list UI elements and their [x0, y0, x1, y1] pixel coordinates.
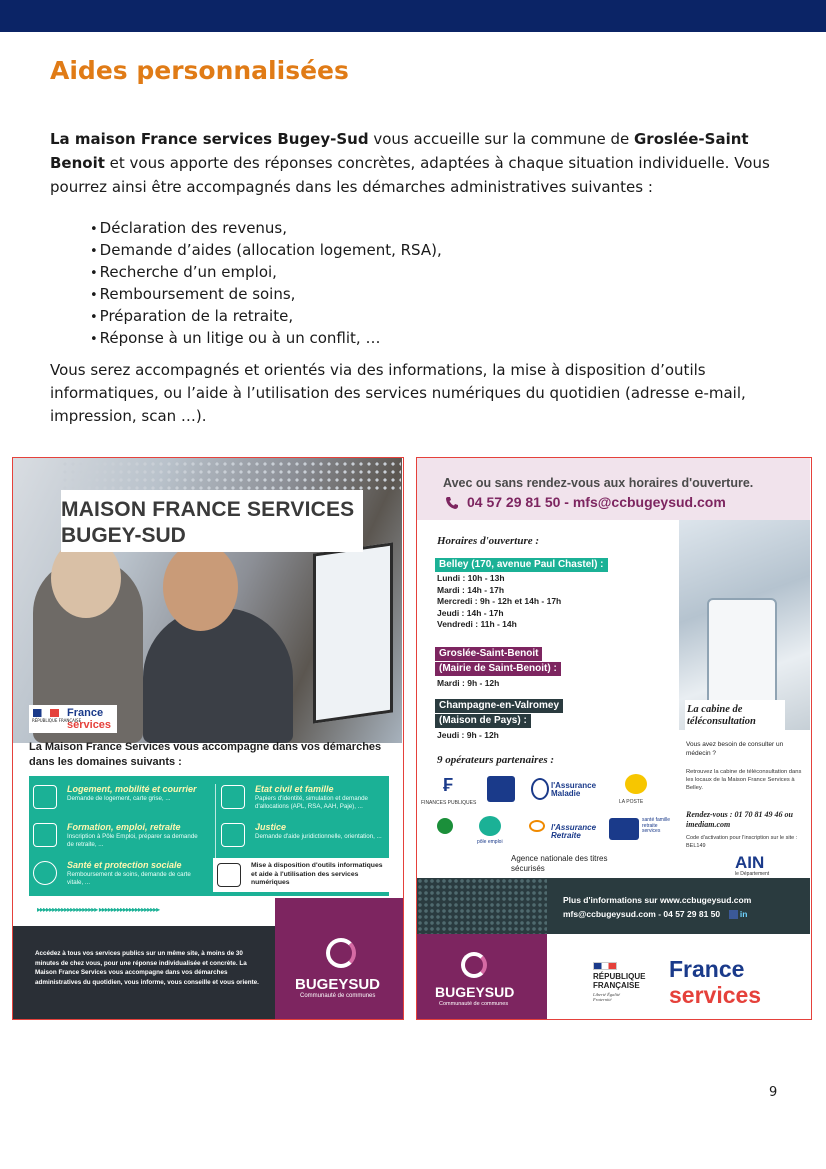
hours-line: Jeudi : 9h - 12h: [437, 730, 499, 740]
hours-groslee: [437, 678, 499, 690]
bugeysud-sub: Communauté de communes: [439, 1001, 509, 1007]
bugeysud-name: BUGEYSUD: [295, 976, 381, 993]
bugeysud-sub: Communauté de communes: [300, 993, 376, 999]
service-title: Logement, mobilité et courrier: [67, 784, 197, 794]
flyer-headline: La Maison France Services vous accompagne dans vos démarches dans les domaines suivants :: [29, 741, 382, 768]
service-formation: [29, 822, 204, 856]
flyer-horaires: [416, 457, 812, 1020]
location-champagne: Champagne-en-Valromey: [435, 699, 563, 713]
arrow-pattern: ▸▸▸▸▸▸▸▸▸▸▸▸▸▸▸▸▸▸▸▸ ▸▸▸▸▸▸▸▸▸▸▸▸▸▸▸▸▸▸▸▸: [37, 905, 160, 914]
laptop-icon: [217, 863, 241, 887]
bugeysud-logo-icon: [461, 952, 487, 978]
hours-line: Mercredi : 9h - 12h et 14h - 17h: [437, 596, 562, 606]
msa-logo-icon: [609, 818, 639, 840]
hours-belley: [437, 573, 561, 631]
flyer-maison-france-services: [12, 457, 404, 1020]
service-title: Mise à disposition d'outils informatiques et aide à l'utilisation des services numériques: [251, 862, 383, 886]
bugeysud-name: BUGEYSUD: [435, 984, 515, 1000]
service-title: Etat civil et famille: [255, 784, 334, 794]
hours-line: Mardi : 9h - 12h: [437, 678, 500, 688]
badge-rf: RÉPUBLIQUE FRANÇAISE: [32, 718, 82, 723]
top-banner: [0, 0, 826, 32]
partner-finances: FINANCES PUBLIQUES: [421, 800, 477, 806]
partner-msa: santé famille retraite services: [642, 817, 671, 834]
france-services-logo-services: services: [669, 982, 762, 1008]
info-website: Plus d'informations sur www.ccbugeysud.com: [563, 895, 752, 905]
french-flag-icon: [33, 709, 59, 717]
dot-pattern: [417, 878, 547, 934]
partner-assurance: l'Assurance Maladie: [551, 781, 597, 798]
wifi-house-icon: [33, 785, 57, 809]
phone-icon: [445, 496, 459, 510]
intro-paragraph: [50, 127, 780, 199]
partners-title: 9 opérateurs partenaires :: [437, 754, 555, 766]
assurance-retraite-icon: [529, 820, 545, 832]
info-contact: mfs@ccbugeysud.com - 04 57 29 81 50: [563, 909, 721, 919]
page-number: 9: [769, 1085, 778, 1100]
ain-sub: le Département: [735, 871, 770, 877]
location-groslee: Groslée-Saint-Benoit: [435, 647, 542, 661]
service-desc: Papiers d'identité, simulation et demande d'allocations (APL, RSA, AAH, Paje), ...: [255, 795, 368, 810]
document-icon: [33, 823, 57, 847]
assurance-maladie-icon: [531, 778, 549, 800]
services-list: [90, 218, 442, 350]
hours-champagne: [437, 730, 499, 742]
cabine-question: Vous avez besoin de consulter un médecin ?: [686, 741, 784, 757]
french-flag-icon: [593, 962, 617, 970]
heart-icon: [33, 861, 57, 885]
service-desc: Demande de logement, carte grise, ...: [67, 795, 171, 802]
info-contact-row: [563, 907, 751, 921]
intro-text-2: et vous apporte des réponses concrètes, adaptées à chaque situation individuelle. Vous pourrez ainsi être accompagnés dans les démarches administratives suivantes :: [50, 154, 770, 196]
hours-line: Mardi : 14h - 17h: [437, 584, 505, 595]
service-title: Formation, emploi, retraite: [67, 822, 181, 832]
badge-france: France: [67, 707, 104, 719]
cabine-rdv: Rendez-vous : 01 70 81 49 46 ou imediam.com: [686, 810, 793, 829]
hours-line: Jeudi : 14h - 17h: [437, 607, 504, 618]
page-title: Aides personnalisées: [50, 56, 349, 85]
list-item: • Déclaration des revenus,: [90, 218, 442, 240]
point-justice-icon: [437, 818, 453, 834]
service-title: Justice: [255, 822, 287, 832]
laposte-logo-icon: [625, 774, 647, 794]
hours-line: Vendredi : 11h - 14h: [437, 619, 517, 629]
france-services-badge: [29, 705, 117, 733]
flyer-title-line2: BUGEY-SUD: [61, 524, 186, 547]
contact-line: 04 57 29 81 50 - mfs@ccbugeysud.com: [467, 494, 726, 510]
flyer-title-line1: MAISON FRANCE SERVICES: [61, 498, 355, 521]
numerique-box: [213, 858, 389, 892]
partner-laposte: LA POSTE: [619, 799, 644, 805]
finances-logo-icon: ₣: [443, 775, 454, 795]
bugeysud-logo-icon: [326, 938, 356, 968]
badge-services: services: [67, 719, 112, 731]
facebook-icon: [729, 910, 738, 919]
republique-francaise: RÉPUBLIQUE FRANÇAISE: [593, 972, 646, 990]
list-item: • Demande d’aides (allocation logement, RSA),: [90, 240, 442, 262]
service-etat-civil: [217, 784, 392, 818]
location-groslee-mairie: (Mairie de Saint-Benoit) :: [435, 662, 561, 676]
maison-name: La maison France services Bugey-Sud: [50, 130, 369, 148]
list-item: • Recherche d’un emploi,: [90, 262, 442, 284]
ministere-logo-icon: [487, 776, 515, 802]
france-services-logo-france: France: [669, 956, 745, 982]
info-text: [563, 893, 751, 921]
hours-title: Horaires d'ouverture :: [437, 535, 540, 547]
service-title: Santé et protection sociale: [67, 860, 182, 870]
service-numerique: [213, 862, 388, 896]
person-young-man: [143, 608, 293, 743]
location-belley: Belley (170, avenue Paul Chastel) :: [435, 558, 608, 572]
service-desc: Inscription à Pôle Emploi, préparer sa demande de retraite, ...: [67, 833, 198, 848]
commune-name: Groslée-Saint Benoit: [50, 130, 749, 172]
scales-icon: [221, 823, 245, 847]
teleconsultation-booth: [707, 598, 777, 708]
linkedin-icon: in: [739, 909, 748, 919]
service-desc: Demande d'aide juridictionnelle, orientation, ...: [255, 833, 382, 840]
list-item: • Remboursement de soins,: [90, 284, 442, 306]
cabine-text: Retrouvez la cabine de téléconsultation dans les locaux de la Maison France Services à Belley.: [686, 769, 802, 791]
family-icon: [221, 785, 245, 809]
republique-motto: Liberté Égalité Fraternité: [593, 992, 621, 1002]
service-desc: Remboursement de soins, demande de carte vitale, ...: [67, 871, 191, 886]
partner-retraite: l'Assurance Retraite: [551, 823, 597, 840]
hours-line: Lundi : 10h - 13h: [437, 573, 505, 583]
intro-text-1: vous accueille sur la commune de: [368, 130, 634, 148]
service-justice: [217, 822, 392, 856]
cabine-code: Code d'activation pour l'inscription sur le site : BEL149: [686, 835, 798, 849]
service-sante: [29, 860, 204, 894]
partner-ants: Agence nationale des titres sécurisés: [511, 854, 608, 873]
bugeysud-panel: [417, 934, 547, 1020]
pole-emploi-icon: [479, 816, 501, 836]
computer-screen: [313, 542, 393, 723]
cabine-title: La cabine de téléconsultation: [687, 704, 756, 727]
ain-logo: AIN: [735, 853, 765, 872]
outro-paragraph: Vous serez accompagnés et orientés via des informations, la mise à disposition d’outils informatiques, ou l’aide à l’utilisation des services numériques du quotidien (adresse e-mail, impression, scan …).: [50, 361, 746, 425]
dot-pattern: [61, 460, 401, 490]
rdv-line: Avec ou sans rendez-vous aux horaires d'ouverture.: [443, 476, 754, 490]
list-item: • Préparation de la retraite,: [90, 306, 442, 328]
person-young-man-head: [163, 543, 238, 631]
partner-pole: pôle emploi: [477, 839, 503, 845]
list-item: • Réponse à un litige ou à un conflit, …: [90, 328, 442, 350]
location-champagne-maison: (Maison de Pays) :: [435, 714, 531, 728]
service-logement: [29, 784, 204, 818]
flyer-bottom-text: Accédez à tous vos services publics sur un même site, à moins de 30 minutes de chez vous, pour une réponse individualisée et concrète. La Maison France Services vous accompagne dans vos démarches administratives du quotidien, vous informe, vous conseille et vous oriente.: [35, 950, 259, 986]
